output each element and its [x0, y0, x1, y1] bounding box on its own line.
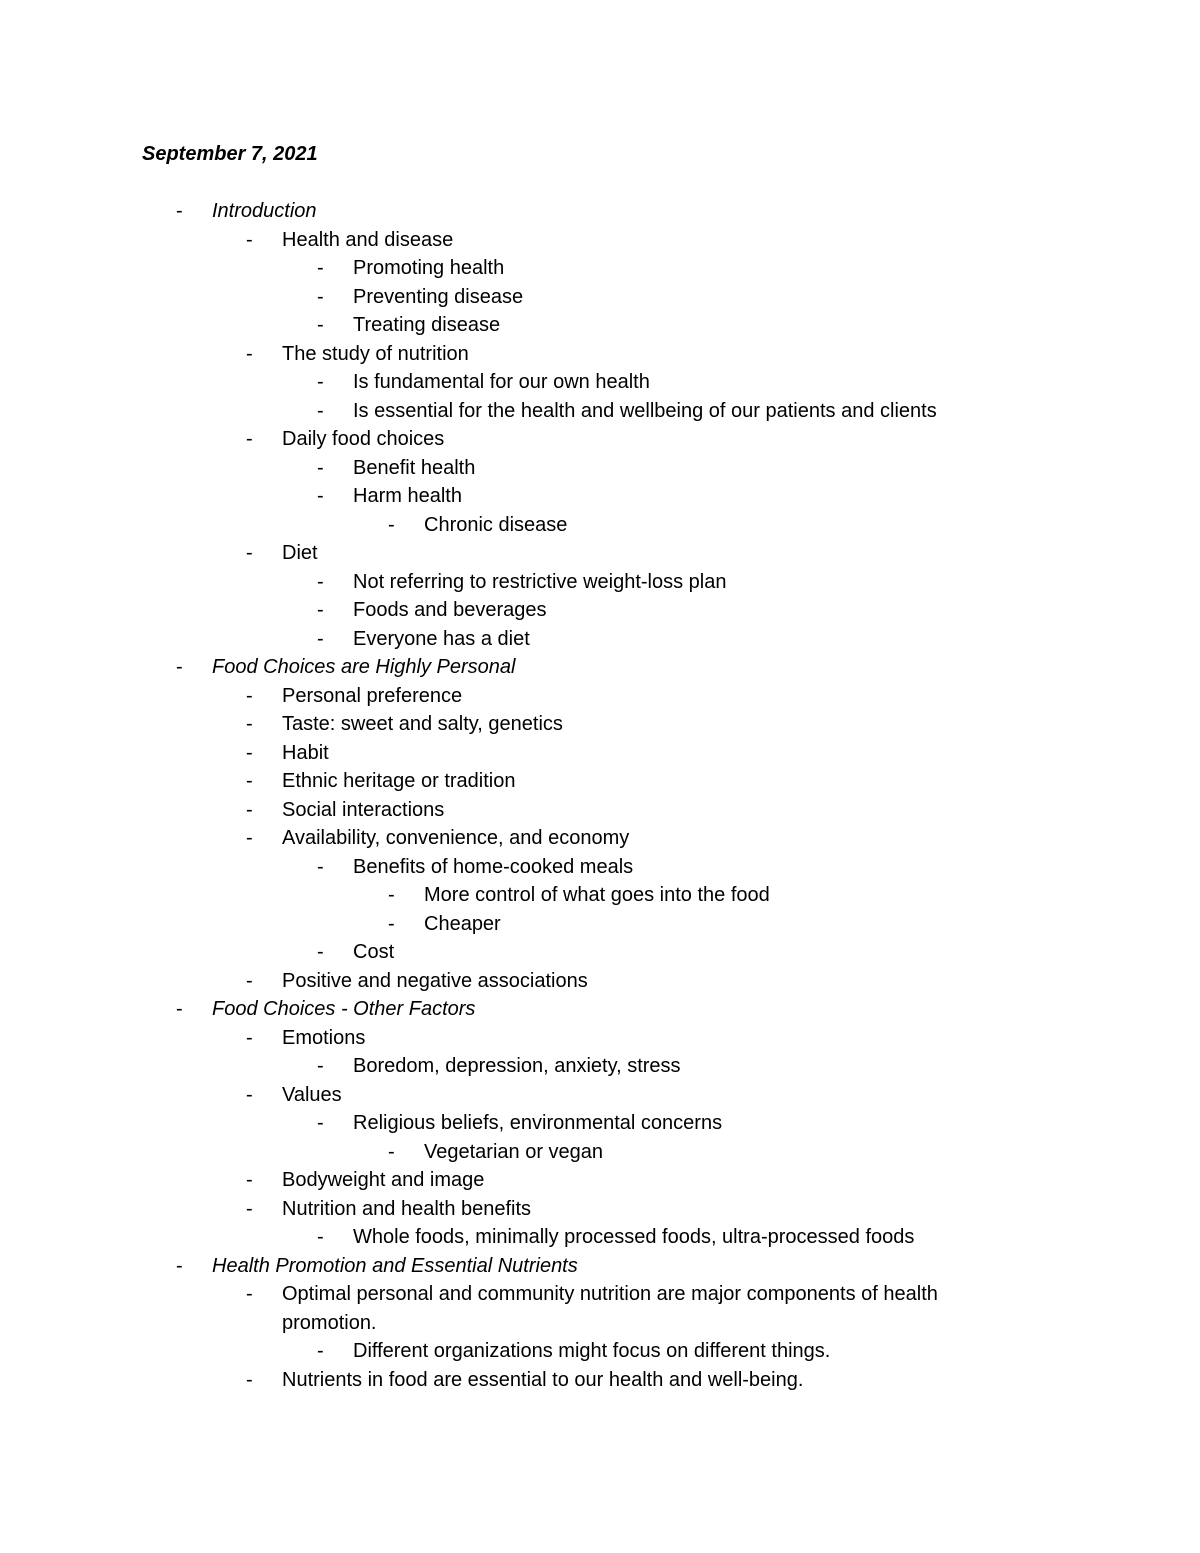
- outline-item: [0, 1337, 1200, 1366]
- outline-item-text: Benefits of home-cooked meals: [353, 855, 634, 878]
- bullet-dash: -: [317, 1055, 324, 1077]
- outline-item-text: Whole foods, minimally processed foods, ultra-processed foods: [353, 1226, 915, 1248]
- section-heading: [0, 1252, 1200, 1281]
- bullet-dash: -: [388, 912, 395, 935]
- bullet-dash: -: [388, 513, 395, 536]
- outline-item-text: Promoting health: [353, 257, 505, 279]
- bullet-dash: -: [176, 1254, 183, 1277]
- bullet-dash: -: [317, 1226, 324, 1248]
- outline-item: [0, 568, 1200, 597]
- outline-item-text: Nutrients in food are essential to our health and well-being.: [282, 1368, 804, 1391]
- outline-item-text: Vegetarian or vegan: [424, 1140, 604, 1163]
- outline-item: [0, 482, 1200, 511]
- outline-item: [0, 283, 1200, 312]
- outline-item: [0, 1052, 1200, 1081]
- bullet-dash: -: [246, 684, 253, 707]
- section-heading-text: Food Choices are Highly Personal: [212, 656, 516, 678]
- outline-item-text: Is fundamental for our own health: [353, 371, 650, 393]
- outline-item-text: More control of what goes into the food: [424, 884, 770, 906]
- outline-item-text: Benefit health: [353, 456, 476, 479]
- outline-item-text: Taste: sweet and salty, genetics: [282, 713, 563, 735]
- outline-item-text: Chronic disease: [424, 513, 568, 536]
- outline-item: [0, 682, 1200, 711]
- outline-item: [0, 710, 1200, 739]
- outline-item: [0, 824, 1200, 853]
- outline-item-text: Daily food choices: [282, 428, 445, 450]
- outline-item-text: Is essential for the health and wellbeing of our patients and clients: [353, 399, 937, 422]
- outline-item-text: Diet: [282, 542, 318, 564]
- bullet-dash: -: [246, 542, 253, 564]
- bullet-dash: -: [317, 485, 324, 507]
- bullet-dash: -: [246, 228, 253, 251]
- outline-item-text: Foods and beverages: [353, 599, 547, 621]
- outline-item: [0, 625, 1200, 654]
- outline-item-text: Personal preference: [282, 684, 463, 707]
- outline-item: [0, 1081, 1200, 1110]
- bullet-dash: -: [246, 1368, 253, 1391]
- bullet-dash: -: [246, 969, 253, 992]
- bullet-dash: -: [388, 1140, 395, 1163]
- outline-item: [0, 739, 1200, 768]
- bullet-dash: -: [176, 656, 183, 678]
- outline-item: [0, 910, 1200, 939]
- bullet-dash: -: [176, 200, 183, 222]
- outline-item-text: The study of nutrition: [282, 342, 469, 365]
- bullet-dash: -: [317, 1112, 324, 1134]
- outline-item: [0, 1138, 1200, 1167]
- bullet-dash: -: [317, 627, 324, 650]
- outline-item: [0, 340, 1200, 369]
- bullet-dash: -: [317, 285, 324, 308]
- bullet-dash: -: [246, 1083, 253, 1106]
- bullet-dash: -: [246, 1283, 253, 1305]
- outline-item: [0, 1024, 1200, 1053]
- outline-item: [0, 967, 1200, 996]
- outline-item: [0, 1223, 1200, 1252]
- bullet-dash: -: [246, 741, 253, 764]
- bullet-dash: -: [246, 1026, 253, 1049]
- date-heading: September 7, 2021: [142, 143, 318, 165]
- outline-item: [0, 397, 1200, 426]
- outline-item: [0, 511, 1200, 540]
- bullet-dash: -: [246, 342, 253, 365]
- outline-item-text: Different organizations might focus on different things.: [353, 1340, 831, 1362]
- notes-outline: [0, 197, 1200, 1394]
- bullet-dash: -: [176, 998, 183, 1020]
- outline-item-text: Religious beliefs, environmental concerns: [353, 1112, 723, 1134]
- outline-item-text: Habit: [282, 741, 329, 764]
- section-heading-text: Food Choices - Other Factors: [212, 998, 476, 1020]
- bullet-dash: -: [246, 770, 253, 792]
- outline-item-text: Preventing disease: [353, 285, 524, 308]
- outline-item-text: Optimal personal and community nutrition are major components of health promotion.: [282, 1283, 938, 1334]
- outline-item-text: Positive and negative associations: [282, 969, 588, 992]
- outline-item: [0, 881, 1200, 910]
- outline-item-text: Harm health: [353, 485, 462, 507]
- bullet-dash: -: [317, 599, 324, 621]
- outline-item: [0, 425, 1200, 454]
- outline-item: [0, 1280, 1200, 1337]
- outline-item: [0, 796, 1200, 825]
- outline-item: [0, 1166, 1200, 1195]
- outline-item-text: Treating disease: [353, 314, 501, 336]
- outline-item: [0, 767, 1200, 796]
- outline-item: [0, 254, 1200, 283]
- outline-item: [0, 938, 1200, 967]
- bullet-dash: -: [317, 1340, 324, 1362]
- outline-item: [0, 1109, 1200, 1138]
- outline-item-text: Emotions: [282, 1026, 366, 1049]
- outline-item: [0, 226, 1200, 255]
- outline-item-text: Cheaper: [424, 912, 501, 935]
- outline-item-text: Bodyweight and image: [282, 1169, 485, 1191]
- bullet-dash: -: [317, 941, 324, 963]
- section-heading-text: Health Promotion and Essential Nutrients: [212, 1254, 578, 1277]
- outline-item-text: Health and disease: [282, 228, 454, 251]
- bullet-dash: -: [246, 428, 253, 450]
- outline-item: [0, 454, 1200, 483]
- section-heading: [0, 197, 1200, 226]
- outline-item: [0, 1195, 1200, 1224]
- outline-item-text: Social interactions: [282, 798, 445, 821]
- outline-item-text: Boredom, depression, anxiety, stress: [353, 1055, 681, 1077]
- outline-item-text: Everyone has a diet: [353, 627, 530, 650]
- bullet-dash: -: [317, 570, 324, 593]
- bullet-dash: -: [246, 1169, 253, 1191]
- outline-item-text: Values: [282, 1083, 342, 1106]
- bullet-dash: -: [317, 371, 324, 393]
- outline-item: [0, 853, 1200, 882]
- outline-item: [0, 1366, 1200, 1395]
- bullet-dash: -: [246, 713, 253, 735]
- outline-item-text: Not referring to restrictive weight-loss plan: [353, 570, 727, 593]
- bullet-dash: -: [246, 798, 253, 821]
- outline-item: [0, 368, 1200, 397]
- outline-item-text: Ethnic heritage or tradition: [282, 770, 516, 792]
- outline-item: [0, 596, 1200, 625]
- bullet-dash: -: [317, 314, 324, 336]
- bullet-dash: -: [388, 884, 395, 906]
- outline-item-text: Availability, convenience, and economy: [282, 827, 630, 849]
- bullet-dash: -: [246, 827, 253, 849]
- outline-item-text: Cost: [353, 941, 395, 963]
- bullet-dash: -: [317, 257, 324, 279]
- section-heading: [0, 995, 1200, 1024]
- bullet-dash: -: [317, 855, 324, 878]
- bullet-dash: -: [317, 456, 324, 479]
- outline-item-text: Nutrition and health benefits: [282, 1197, 532, 1220]
- bullet-dash: -: [317, 399, 324, 422]
- outline-item: [0, 311, 1200, 340]
- section-heading: [0, 653, 1200, 682]
- outline-item: [0, 539, 1200, 568]
- section-heading-text: Introduction: [212, 200, 317, 222]
- bullet-dash: -: [246, 1197, 253, 1220]
